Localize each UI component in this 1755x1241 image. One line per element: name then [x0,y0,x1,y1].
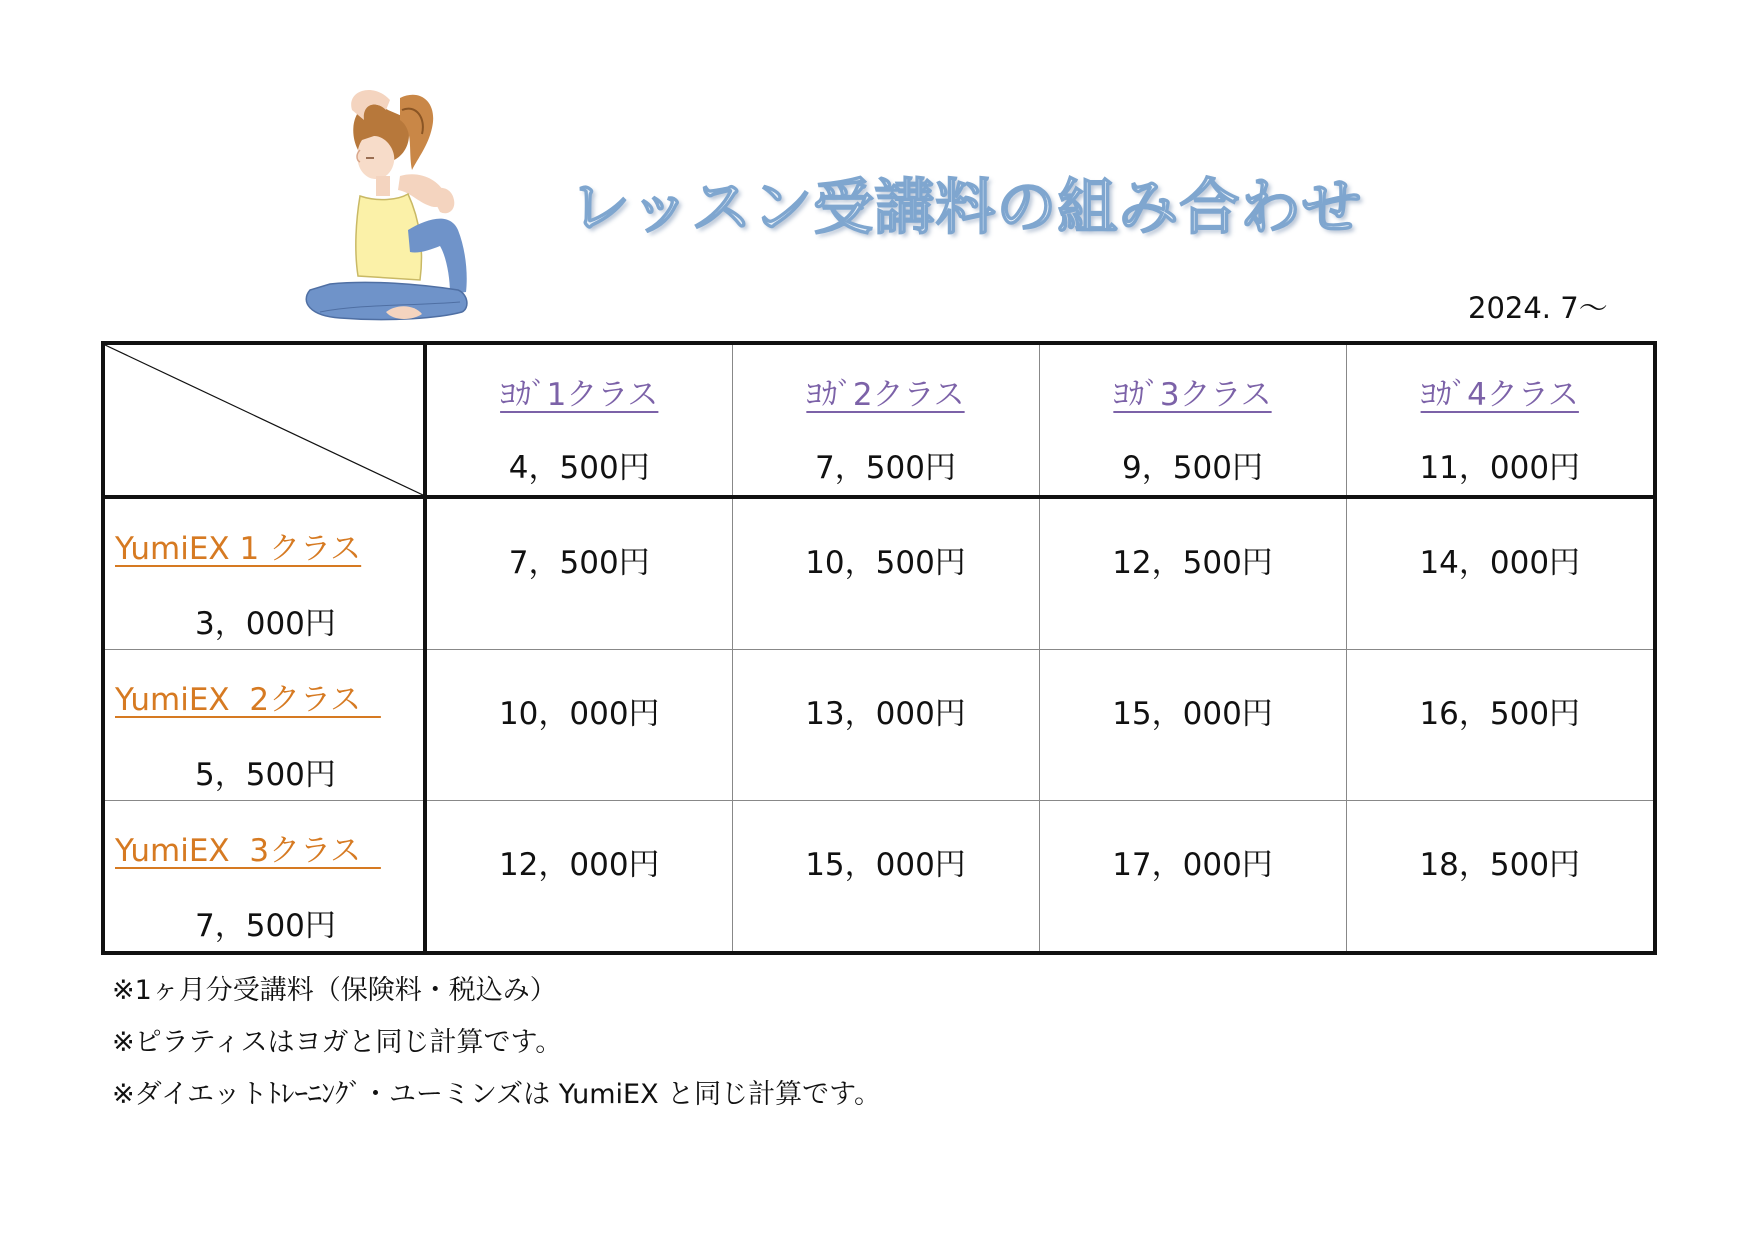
table-cell [732,801,1039,954]
table-row [103,801,1655,954]
column-price: 4，500円 [508,450,650,486]
table-row [103,650,1655,801]
row-price: 7，500円 [195,908,336,944]
row-header-yumiex-3 [103,801,425,954]
column-name: ﾖｶﾞ1クラス [500,377,659,413]
row-name: YumiEX 3クラス [115,833,381,869]
row-price: 3，000円 [195,606,336,642]
table-header-row [103,343,1655,497]
combined-price: 15，000円 [1112,696,1273,732]
row-name: YumiEX 2クラス [115,682,381,718]
footnote: ※ダイエットﾄﾚｰﾆﾝｸﾞ・ユーミンズは YumiEX と同じ計算です。 [112,1079,882,1110]
price-combination-table [101,341,1657,955]
column-price: 9，500円 [1122,450,1263,486]
combined-price: 12，000円 [498,847,660,883]
combined-price: 13，000円 [805,696,966,732]
column-name: ﾖｶﾞ2クラス [806,377,965,413]
table-cell [425,497,732,650]
diagonal-line [105,345,423,495]
row-header-yumiex-1 [103,497,425,650]
column-name: ﾖｶﾞ4クラス [1420,377,1579,413]
combined-price: 17，000円 [1112,847,1273,883]
table-cell [1346,497,1655,650]
combined-price: 12，500円 [1112,545,1273,581]
combined-price: 15，000円 [805,847,966,883]
effective-date: 2024. 7～ [1468,291,1608,325]
table-cell [1346,650,1655,801]
combined-price: 10，500円 [805,545,966,581]
table-cell [732,497,1039,650]
table-cell [425,801,732,954]
row-name: YumiEX 1 クラス [115,531,362,567]
combined-price: 10，000円 [498,696,660,732]
column-price: 11，000円 [1419,450,1581,486]
yoga-woman-illustration [290,80,530,330]
combined-price: 18，500円 [1419,847,1581,883]
column-header-yoga-2 [732,343,1039,497]
corner-cell [103,343,425,497]
column-header-yoga-4 [1346,343,1655,497]
footnotes [112,968,881,1124]
table-row [103,497,1655,650]
table-cell [732,650,1039,801]
footnote: ※1ヶ月分受講料（保険料・税込み） [112,975,557,1006]
column-price: 7，500円 [815,450,956,486]
table-cell [425,650,732,801]
row-price: 5，500円 [195,757,336,793]
footnote: ※ピラティスはヨガと同じ計算です。 [112,1027,563,1058]
row-header-yumiex-2 [103,650,425,801]
table-cell [1039,801,1346,954]
table-cell [1039,497,1346,650]
table-cell [1039,650,1346,801]
column-header-yoga-1 [425,343,732,497]
column-name: ﾖｶﾞ3クラス [1113,377,1272,413]
combined-price: 7，500円 [508,545,650,581]
column-header-yoga-3 [1039,343,1346,497]
combined-price: 16，500円 [1419,696,1581,732]
combined-price: 14，000円 [1419,545,1581,581]
page-title: レッスン受講料の組み合わせ [570,173,1363,243]
table-cell [1346,801,1655,954]
